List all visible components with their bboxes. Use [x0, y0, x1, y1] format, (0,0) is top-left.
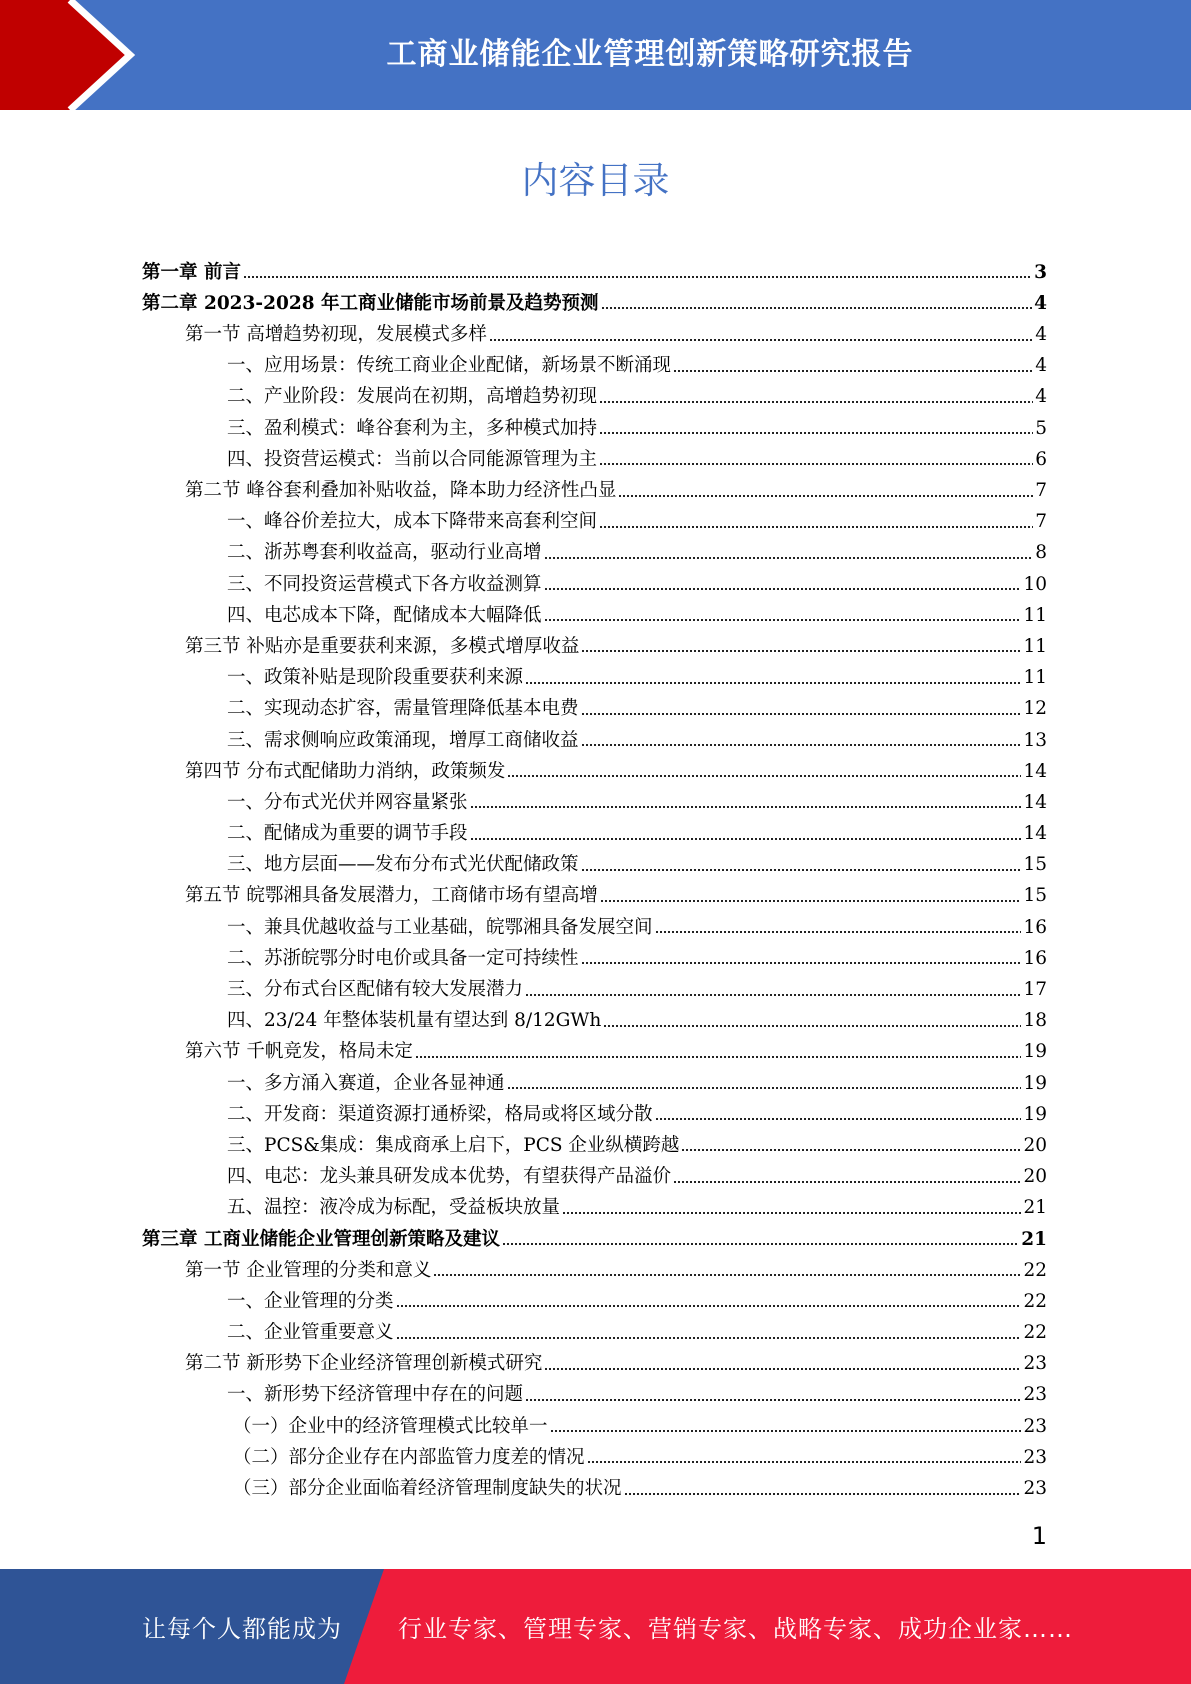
toc-entry-page: 20	[1023, 1134, 1047, 1156]
toc-entry-page: 4	[1034, 292, 1047, 314]
toc-dot-leader	[550, 1429, 1022, 1433]
toc-entry-title: 第一节 高增趋势初现，发展模式多样	[185, 324, 487, 346]
toc-entry-page: 23	[1023, 1353, 1047, 1375]
toc-entry-title: 第一节 企业管理的分类和意义	[185, 1259, 432, 1281]
toc-entry-page: 4	[1035, 324, 1047, 346]
toc-entry[interactable]	[142, 597, 1047, 628]
toc-dot-leader	[581, 868, 1022, 872]
toc-entry-title: 三、盈利模式：峰谷套利为主，多种模式加持	[227, 417, 598, 439]
toc-entry-title: 三、地方层面——发布分布式光伏配储政策	[227, 854, 579, 876]
toc-entry[interactable]	[142, 628, 1047, 659]
toc-entry[interactable]	[142, 847, 1047, 878]
toc-entry[interactable]	[142, 316, 1047, 347]
toc-entry-title: 四、23/24 年整体装机量有望达到 8/12GWh	[227, 1010, 602, 1032]
toc-entry-title: 第六节 千帆竞发，格局未定	[185, 1041, 413, 1063]
toc-entry-page: 16	[1023, 947, 1047, 969]
toc-entry-page: 21	[1021, 1228, 1047, 1250]
toc-entry[interactable]	[142, 940, 1047, 971]
toc-entry[interactable]	[142, 815, 1047, 846]
footer-banner	[0, 1569, 1191, 1684]
toc-entry-page: 11	[1023, 667, 1047, 689]
toc-entry-title: 第三章 工商业储能企业管理创新策略及建议	[142, 1228, 500, 1250]
toc-heading: 内容目录	[521, 159, 670, 202]
toc-entry[interactable]	[142, 1439, 1047, 1470]
toc-entry-page: 8	[1035, 542, 1047, 564]
toc-entry-title: 二、企业管重要意义	[227, 1322, 394, 1344]
toc-dot-leader	[599, 462, 1033, 466]
toc-entry[interactable]	[142, 1346, 1047, 1377]
toc-dot-leader	[581, 961, 1022, 965]
toc-entry[interactable]	[142, 1065, 1047, 1096]
toc-entry-title: 二、配储成为重要的调节手段	[227, 823, 468, 845]
toc-entry-page: 4	[1035, 386, 1047, 408]
toc-dot-leader	[599, 525, 1033, 529]
toc-entry-title: 一、政策补贴是现阶段重要获利来源	[227, 667, 524, 689]
toc-entry[interactable]	[142, 909, 1047, 940]
toc-dot-leader	[601, 306, 1033, 310]
toc-dot-leader	[243, 275, 1032, 279]
toc-entry-page: 3	[1034, 261, 1047, 283]
toc-entry[interactable]	[142, 1408, 1047, 1439]
toc-entry[interactable]	[142, 1377, 1047, 1408]
toc-entry-title: 第一章 前言	[142, 261, 241, 283]
toc-entry-page: 11	[1023, 604, 1047, 626]
footer-slogan-right: 行业专家、管理专家、营销专家、战略专家、成功企业家……	[398, 1615, 1073, 1643]
toc-entry-page: 15	[1023, 885, 1047, 907]
toc-entry[interactable]	[142, 784, 1047, 815]
toc-entry[interactable]	[142, 1127, 1047, 1158]
toc-entry[interactable]	[142, 722, 1047, 753]
page-number: 1	[1031, 1522, 1047, 1550]
toc-dot-leader	[599, 431, 1033, 435]
toc-dot-leader	[415, 1055, 1022, 1059]
toc-entry-title: 一、企业管理的分类	[227, 1290, 394, 1312]
toc-entry-title: 五、温控：液冷成为标配，受益板块放量	[227, 1197, 561, 1219]
toc-entry[interactable]	[142, 285, 1047, 316]
toc-dot-leader	[507, 774, 1021, 778]
toc-dot-leader	[544, 1367, 1021, 1371]
toc-dot-leader	[544, 587, 1022, 591]
toc-entry-page: 5	[1035, 417, 1047, 439]
toc-dot-leader	[618, 494, 1033, 498]
toc-dot-leader	[587, 1460, 1022, 1464]
toc-entry-title: 第二节 峰谷套利叠加补贴收益，降本助力经济性凸显	[185, 480, 617, 501]
header-banner	[0, 0, 1191, 110]
toc-entry[interactable]	[142, 566, 1047, 597]
toc-entry[interactable]	[142, 878, 1047, 909]
footer-slogan-left: 让每个人都能成为	[142, 1615, 342, 1643]
toc-entry-page: 10	[1023, 573, 1047, 595]
toc-entry-title: 二、产业阶段：发展尚在初期，高增趋势初现	[227, 386, 598, 408]
toc-dot-leader	[581, 743, 1022, 747]
toc-entry-title: 第四节 分布式配储助力消纳，政策频发	[185, 760, 506, 782]
toc-dot-leader	[581, 712, 1022, 716]
toc-entry-page: 13	[1023, 729, 1047, 751]
toc-dot-leader	[603, 1024, 1021, 1028]
toc-entry-title: 一、峰谷价差拉大，成本下降带来高套利空间	[227, 511, 598, 533]
toc-entry-page: 17	[1023, 979, 1047, 1000]
toc-entry-page: 20	[1023, 1166, 1047, 1188]
toc-entry-page: 12	[1023, 698, 1047, 720]
toc-dot-leader	[600, 899, 1022, 903]
toc-dot-leader	[673, 369, 1033, 373]
toc-entry-page: 18	[1023, 1010, 1047, 1032]
toc-entry-page: 22	[1023, 1322, 1047, 1344]
toc-entry[interactable]	[142, 1314, 1047, 1345]
toc-dot-leader	[470, 837, 1022, 841]
toc-entry[interactable]	[142, 971, 1047, 1002]
toc-dot-leader	[396, 1304, 1022, 1308]
toc-entry[interactable]	[142, 1003, 1047, 1034]
toc-entry[interactable]	[142, 1283, 1047, 1314]
toc-dot-leader	[599, 400, 1033, 404]
toc-dot-leader	[681, 1148, 1021, 1152]
toc-entry[interactable]	[142, 348, 1047, 379]
toc-entry[interactable]	[142, 1096, 1047, 1127]
toc-dot-leader	[507, 1086, 1022, 1090]
header-arrow-decoration	[0, 0, 160, 110]
toc-entry-title: 四、投资营运模式：当前以合同能源管理为主	[227, 448, 598, 470]
toc-entry-title: 二、浙苏粤套利收益高，驱动行业高增	[227, 542, 542, 564]
toc-entry[interactable]	[142, 659, 1047, 690]
table-of-contents	[142, 254, 1047, 1502]
toc-dot-leader	[624, 1492, 1022, 1496]
toc-dot-leader	[525, 681, 1021, 685]
toc-entry-title: 一、多方涌入赛道，企业各显神通	[227, 1072, 505, 1094]
toc-entry-title: 第三节 补贴亦是重要获利来源，多模式增厚收益	[185, 635, 580, 657]
toc-entry-title: （二）部分企业存在内部监管力度差的情况	[233, 1446, 585, 1468]
toc-entry[interactable]	[142, 1221, 1047, 1252]
toc-entry-title: 二、苏浙皖鄂分时电价或具备一定可持续性	[227, 947, 579, 969]
toc-entry[interactable]	[142, 1190, 1047, 1221]
toc-entry[interactable]	[142, 1252, 1047, 1283]
toc-entry-page: 19	[1023, 1072, 1047, 1094]
toc-entry-title: 三、PCS&集成：集成商承上启下，PCS 企业纵横跨越	[227, 1134, 680, 1156]
toc-dot-leader	[489, 338, 1033, 342]
toc-entry[interactable]	[142, 691, 1047, 722]
toc-dot-leader	[655, 1117, 1022, 1121]
toc-entry-page: 7	[1035, 480, 1047, 501]
toc-entry-page: 19	[1023, 1103, 1047, 1125]
toc-entry-page: 22	[1023, 1290, 1047, 1312]
toc-entry[interactable]	[142, 441, 1047, 472]
toc-entry[interactable]	[142, 1034, 1047, 1065]
toc-entry-page: 23	[1023, 1415, 1047, 1437]
toc-entry-title: 一、分布式光伏并网容量紧张	[227, 791, 468, 813]
toc-dot-leader	[562, 1211, 1021, 1215]
toc-entry-page: 22	[1023, 1259, 1047, 1281]
toc-entry-title: 第二章 2023-2028 年工商业储能市场前景及趋势预测	[142, 292, 599, 314]
toc-entry-page: 14	[1023, 760, 1047, 782]
toc-dot-leader	[396, 1336, 1022, 1340]
toc-entry-title: 三、不同投资运营模式下各方收益测算	[227, 573, 542, 595]
toc-entry-page: 14	[1023, 791, 1047, 813]
toc-dot-leader	[470, 805, 1022, 809]
toc-entry-title: 第二节 新形势下企业经济管理创新模式研究	[185, 1353, 543, 1375]
toc-dot-leader	[581, 649, 1021, 653]
toc-entry[interactable]	[142, 254, 1047, 285]
toc-entry-title: 三、需求侧响应政策涌现，增厚工商储收益	[227, 729, 579, 751]
toc-entry-title: 一、应用场景：传统工商业企业配储，新场景不断涌现	[227, 355, 672, 377]
toc-entry-page: 14	[1023, 823, 1047, 845]
toc-entry-page: 4	[1035, 355, 1047, 377]
toc-entry-title: 四、电芯：龙头兼具研发成本优势，有望获得产品溢价	[227, 1166, 672, 1188]
toc-entry[interactable]	[142, 410, 1047, 441]
toc-entry-page: 19	[1023, 1041, 1047, 1063]
toc-dot-leader	[655, 930, 1022, 934]
toc-entry-page: 23	[1023, 1446, 1047, 1468]
toc-entry-page: 16	[1023, 916, 1047, 938]
toc-entry-title: 一、新形势下经济管理中存在的问题	[227, 1384, 524, 1406]
toc-entry-page: 11	[1023, 635, 1047, 657]
toc-entry-title: 二、开发商：渠道资源打通桥梁，格局或将区域分散	[227, 1103, 653, 1125]
toc-entry[interactable]	[142, 379, 1047, 410]
toc-entry-page: 7	[1035, 511, 1047, 533]
toc-entry-page: 21	[1023, 1197, 1047, 1219]
toc-entry-page: 23	[1023, 1478, 1047, 1499]
toc-entry[interactable]	[142, 753, 1047, 784]
toc-entry-title: 一、兼具优越收益与工业基础，皖鄂湘具备发展空间	[227, 916, 653, 938]
toc-entry-page: 6	[1035, 448, 1047, 470]
toc-entry-title: 第五节 皖鄂湘具备发展潜力，工商储市场有望高增	[185, 885, 598, 907]
toc-entry-title: 二、实现动态扩容，需量管理降低基本电费	[227, 698, 579, 720]
toc-entry-title: （三）部分企业面临着经济管理制度缺失的状况	[233, 1478, 622, 1499]
toc-dot-leader	[673, 1180, 1021, 1184]
report-title: 工商业储能企业管理创新策略研究报告	[386, 37, 914, 72]
toc-entry-title: （一）企业中的经济管理模式比较单一	[233, 1415, 548, 1437]
toc-dot-leader	[544, 556, 1034, 560]
toc-entry-title: 三、分布式台区配储有较大发展潜力	[227, 979, 524, 1000]
toc-dot-leader	[544, 618, 1022, 622]
toc-entry-title: 四、电芯成本下降，配储成本大幅降低	[227, 604, 542, 626]
toc-entry[interactable]	[142, 504, 1047, 535]
toc-entry[interactable]	[142, 1470, 1047, 1501]
toc-dot-leader	[502, 1242, 1019, 1246]
toc-dot-leader	[525, 993, 1021, 997]
toc-dot-leader	[525, 1398, 1021, 1402]
toc-entry-page: 23	[1023, 1384, 1047, 1406]
toc-entry[interactable]	[142, 472, 1047, 503]
toc-dot-leader	[433, 1273, 1021, 1277]
toc-entry[interactable]	[142, 1158, 1047, 1189]
toc-entry[interactable]	[142, 535, 1047, 566]
toc-entry-page: 15	[1023, 854, 1047, 876]
